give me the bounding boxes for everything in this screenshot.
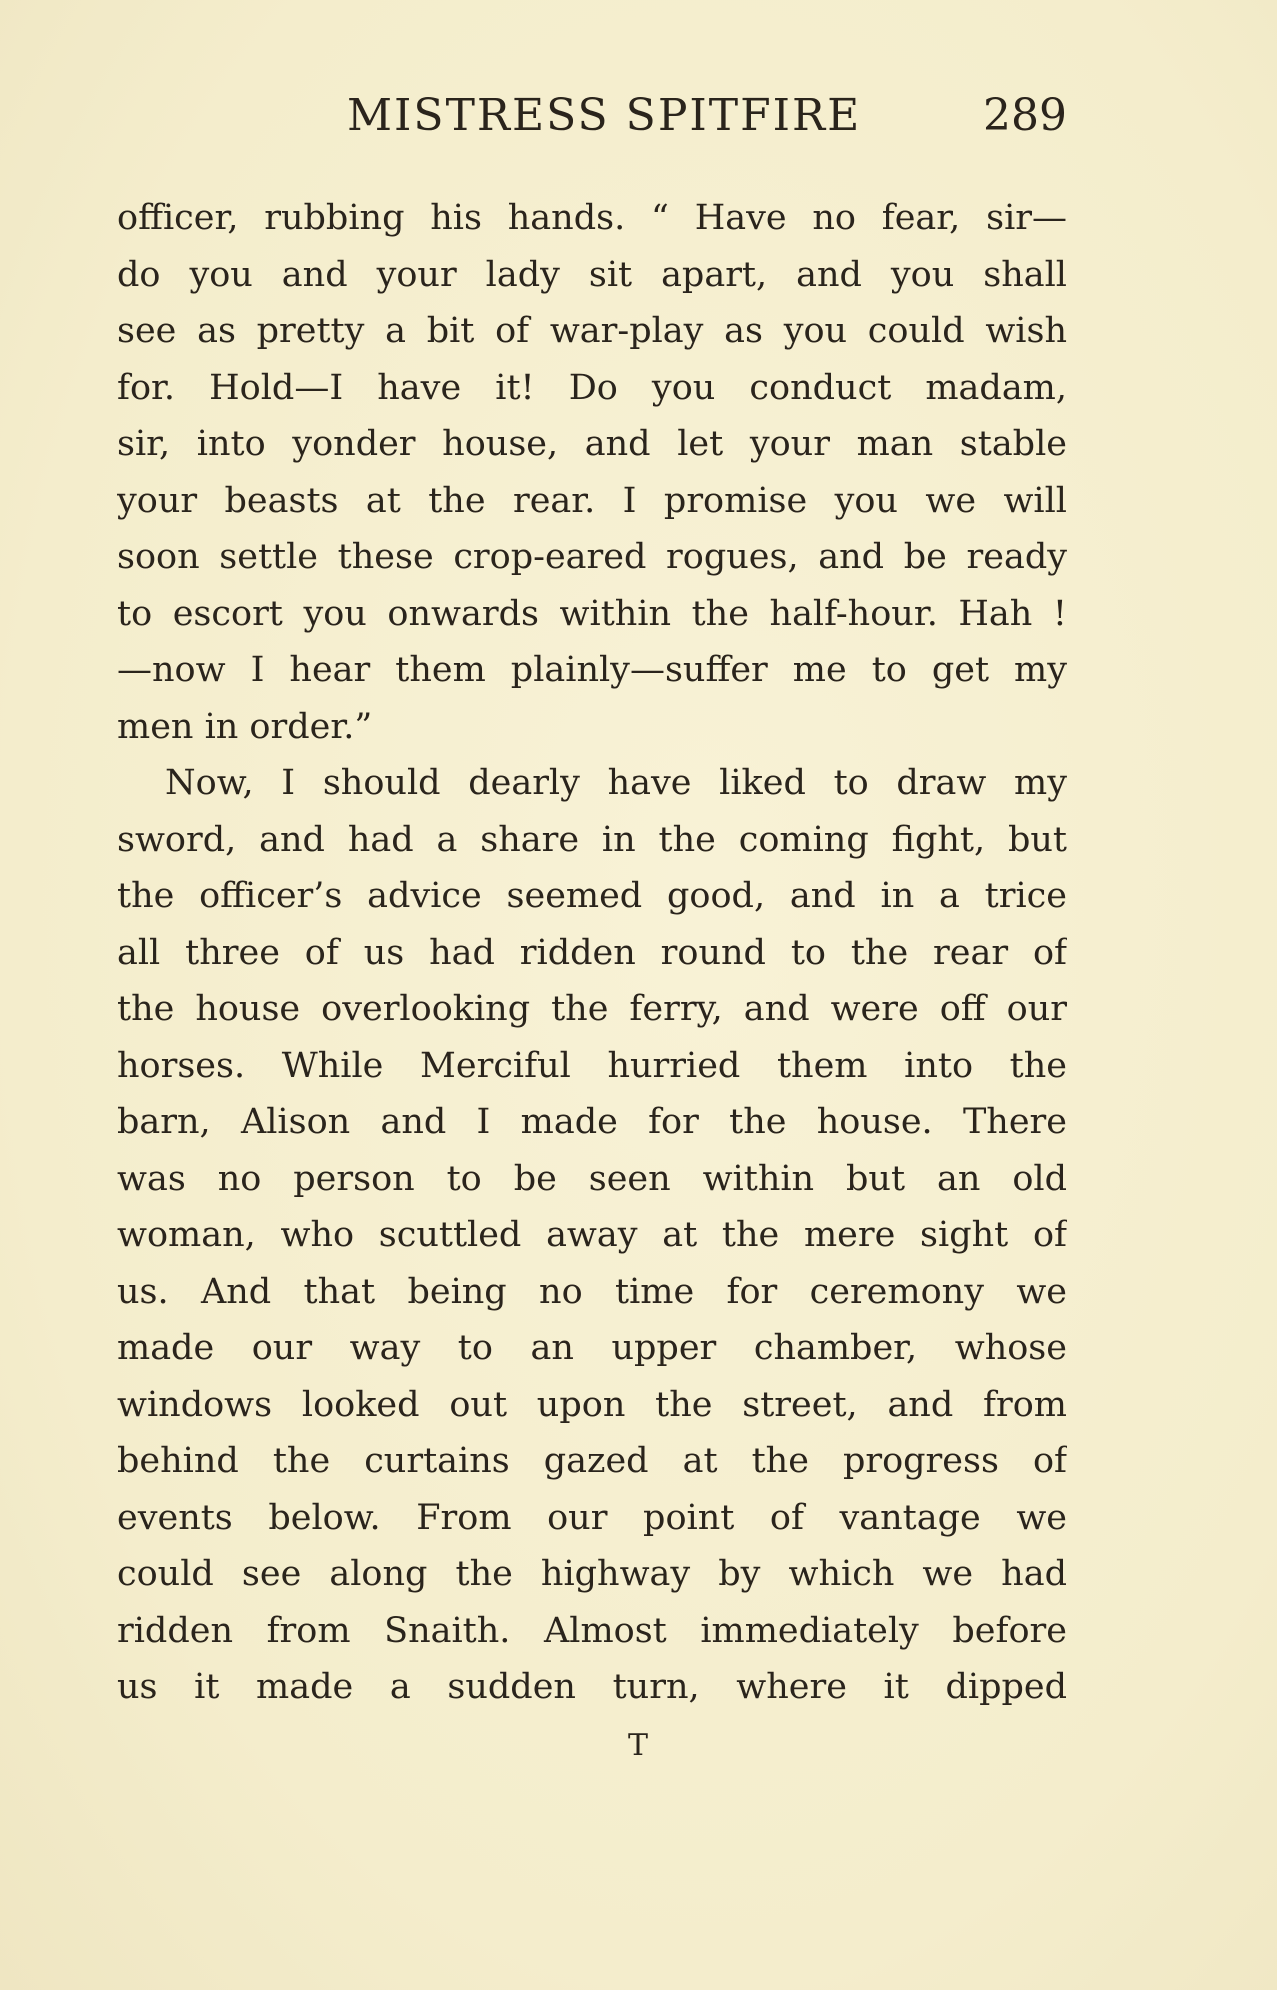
text-line: us. And that being no time for ceremony we (117, 1271, 1067, 1312)
running-title: MISTRESS SPITFIRE (347, 90, 862, 141)
running-head (117, 90, 1067, 150)
text-line: events below. From our point of vantage we (117, 1497, 1067, 1538)
text-line: for. Hold—I have it! Do you conduct madam, (117, 367, 1067, 408)
text-line: do you and your lady sit apart, and you shall (117, 254, 1067, 295)
text-line: the officer’s advice seemed good, and in a trice (117, 876, 1067, 916)
text-line: your beasts at the rear. I promise you we will (117, 480, 1067, 521)
text-line: could see along the highway by which we had (117, 1554, 1067, 1594)
page-number: 289 (983, 90, 1067, 141)
text-line: behind the curtains gazed at the progress of (117, 1441, 1067, 1481)
paragraph (117, 190, 1067, 755)
text-line: to escort you onwards within the half-hour. Hah ! (117, 593, 1067, 634)
text-line: was no person to be seen within but an old (117, 1158, 1067, 1199)
text-line: barn, Alison and I made for the house. There (117, 1102, 1067, 1142)
text-line: Now, I should dearly have liked to draw my (165, 763, 1067, 803)
text-line: made our way to an upper chamber, whose (117, 1328, 1067, 1368)
signature-mark: T (627, 1728, 649, 1763)
text-line: officer, rubbing his hands. “ Have no fear, sir— (117, 198, 1067, 238)
text-line: woman, who scuttled away at the mere sight of (117, 1215, 1067, 1255)
text-line: men in order.” (117, 706, 373, 747)
text-line: —now I hear them plainly—suffer me to get my (117, 650, 1067, 690)
body-text (117, 190, 1067, 1716)
text-line: sir, into yonder house, and let your man stable (117, 424, 1067, 464)
text-line: soon settle these crop-eared rogues, and be ready (117, 537, 1067, 577)
text-line: ridden from Snaith. Almost immediately before (117, 1610, 1067, 1651)
text-line: all three of us had ridden round to the rear of (117, 932, 1067, 973)
text-line: sword, and had a share in the coming fight, but (117, 819, 1067, 860)
text-line: the house overlooking the ferry, and were off our (117, 989, 1067, 1029)
text-line: horses. While Merciful hurried them into the (117, 1045, 1067, 1086)
text-line: us it made a sudden turn, where it dipped (117, 1667, 1067, 1707)
text-line: see as pretty a bit of war-play as you could wish (117, 311, 1067, 351)
text-line: windows looked out upon the street, and from (117, 1384, 1067, 1425)
paragraph (117, 755, 1067, 1716)
